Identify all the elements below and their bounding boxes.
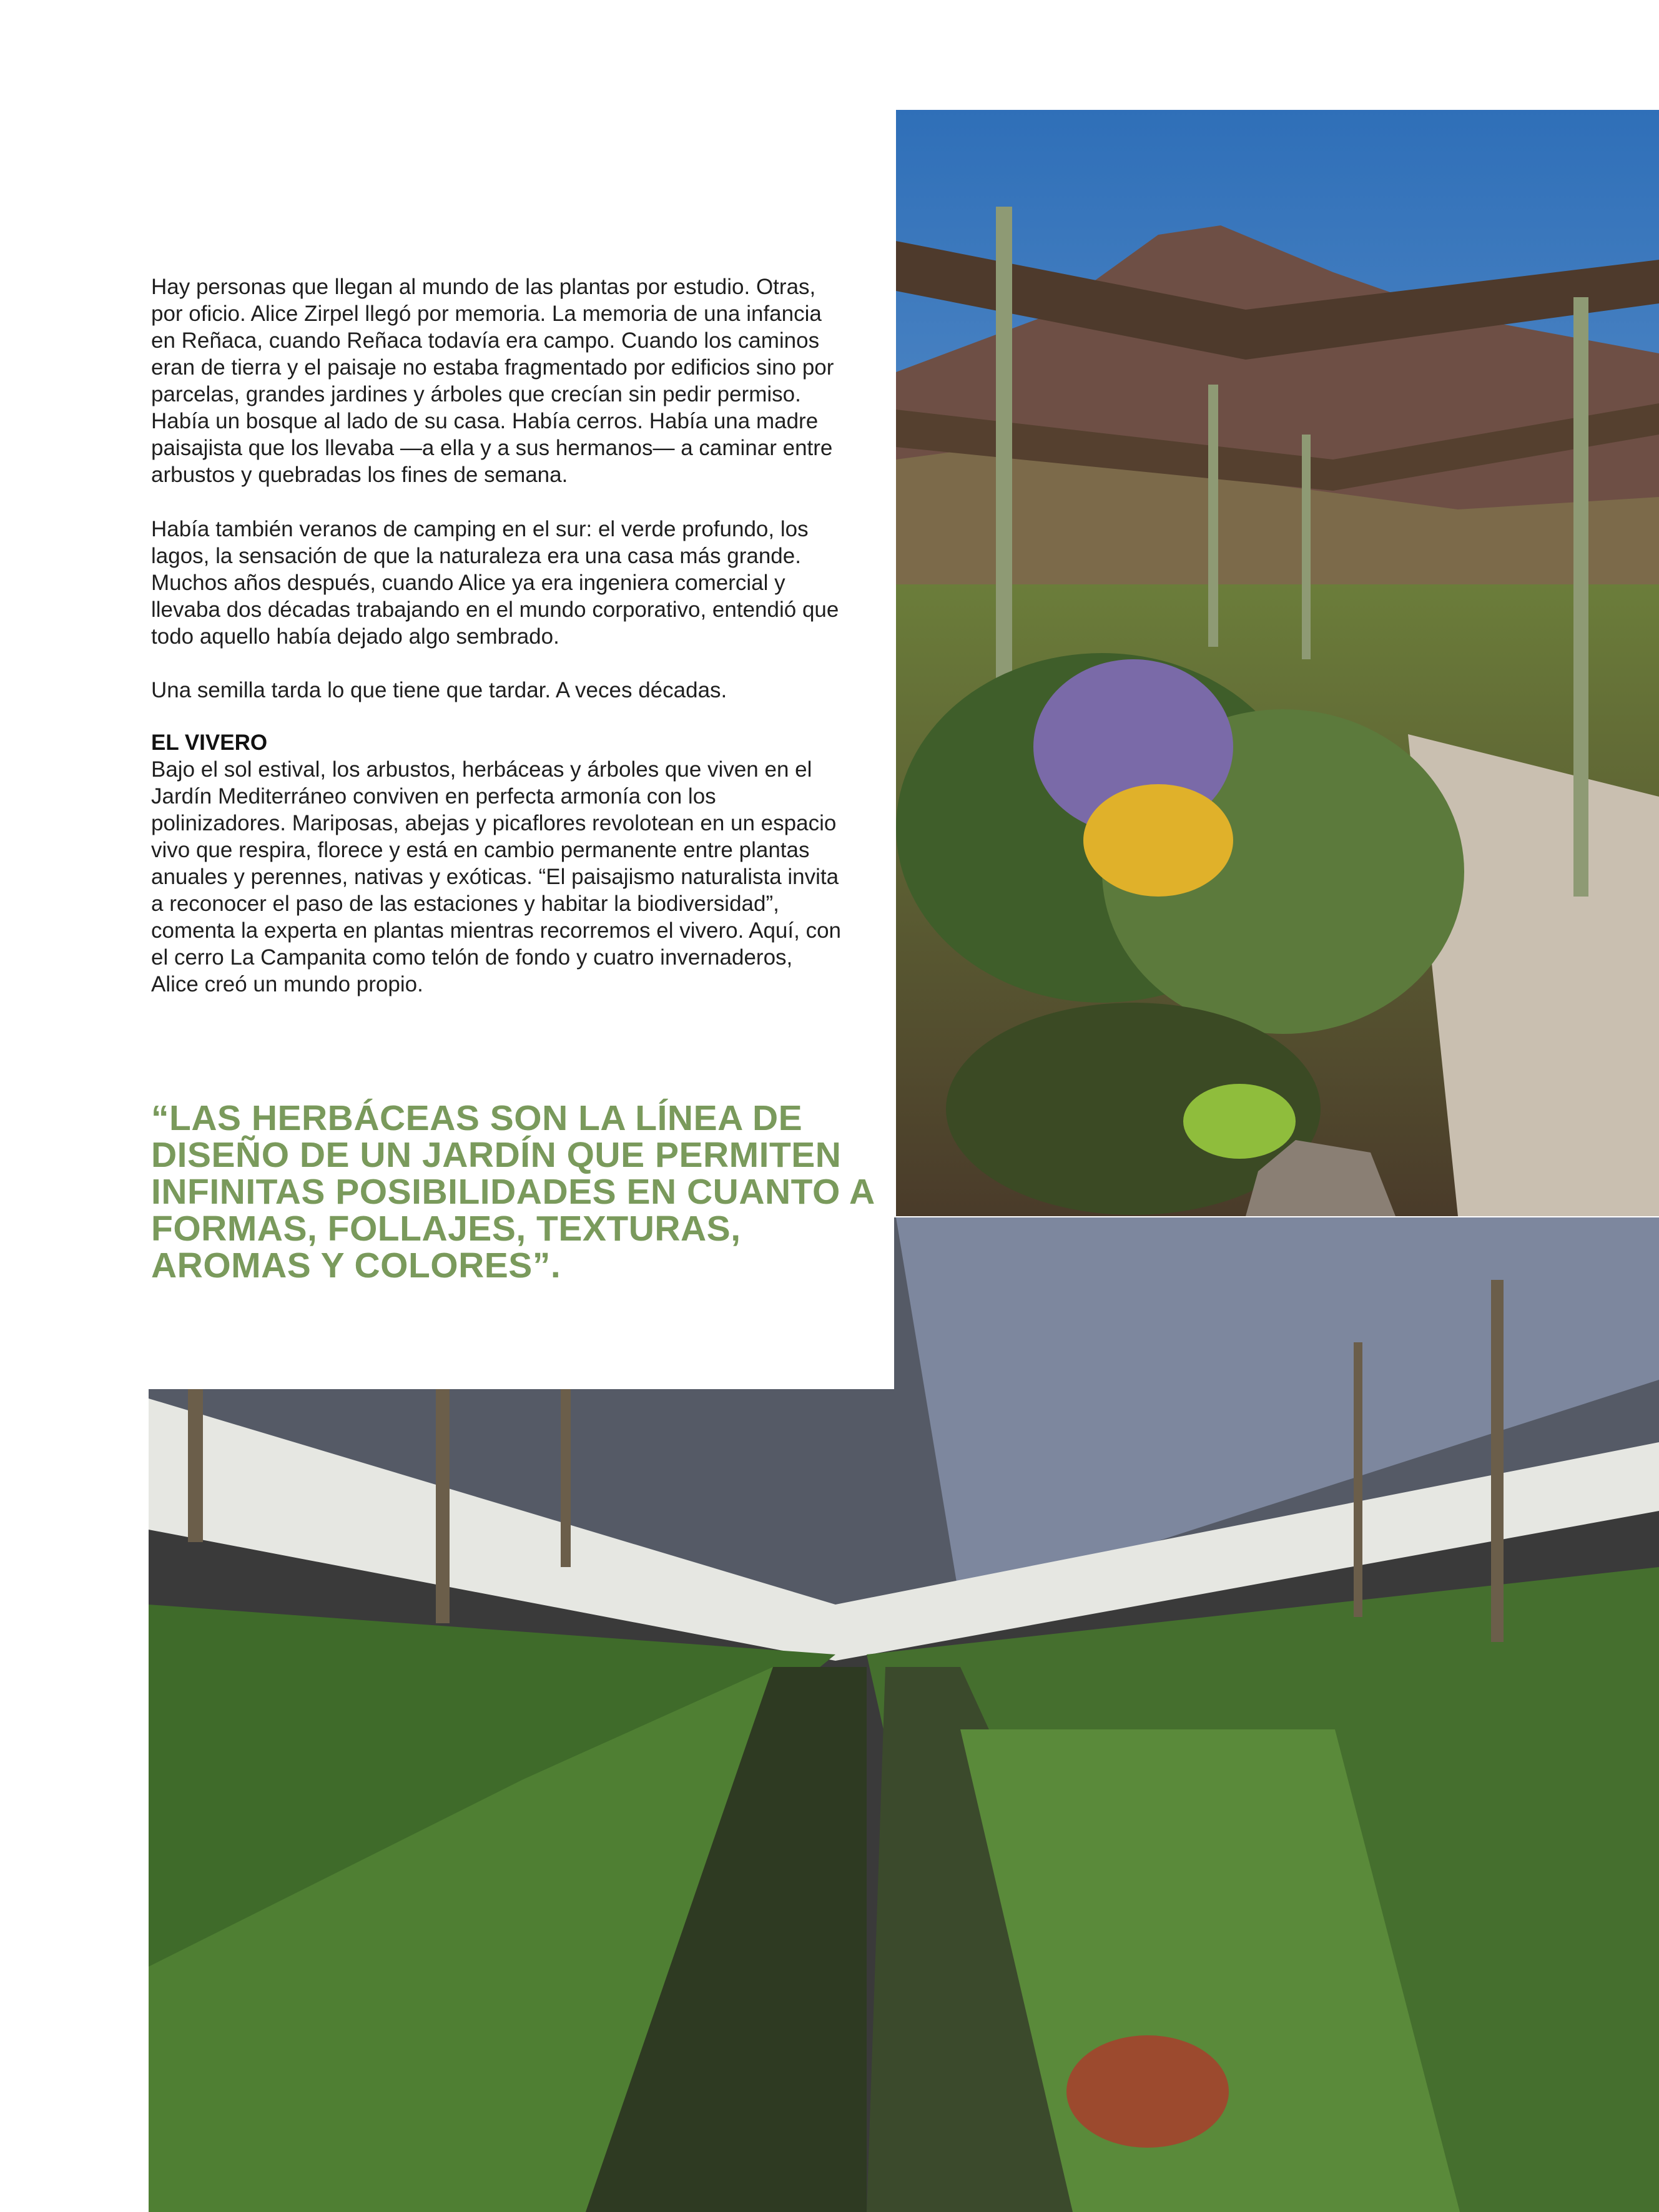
text-column [0,0,894,1389]
article-paragraph: Hay personas que llegan al mundo de las plantas por estudio. Otras, por oficio. Alice Zirpel llegó por memoria. La memoria de una infancia en Reñaca, cuando Reñaca todavía era campo. Cuando los caminos eran de tierra y el paisaje no estaba fragmentado por edificios sino por parcelas, grandes jardines y árboles que crecían sin pedir permiso. Había un bosque al lado de su casa. Había cerros. Había una madre paisajista que los llevaba —a ella y a sus hermanos— a caminar entre arbustos y quebradas los fines de semana. [151,275,834,487]
pull-quote: “LAS HERBÁCEAS SON LA LÍNEA DE DISEÑO DE UN JARDÍN QUE PERMITEN INFINITAS POSIBILIDADES EN CUANTO A FORMAS, FOLLAJES, TEXTURAS, AROMAS Y COLORES”. [151,1098,874,1285]
article-paragraph: Había también veranos de camping en el sur: el verde profundo, los lagos, la sensación de que la naturaleza era una casa más grande. Muchos años después, cuando Alice ya era ingeniera comercial y llevaba dos décadas trabajando en el mundo corporativo, entendió que todo aquello había dejado algo sembrado. [151,517,839,649]
garden-photo [896,110,1659,1216]
article-paragraph: Una semilla tarda lo que tiene que tardar. A veces décadas. [151,678,727,702]
section-paragraph: Bajo el sol estival, los arbustos, herbáceas y árboles que viven en el Jardín Mediterráneo conviven en perfecta armonía con los polinizadores. Mariposas, abejas y picaflores revolotean en un espacio vivo que respira, florece y está en cambio permanente entre plantas anuales y perennes, nativas y exóticas. “El paisajismo naturalista invita a reconocer el paso de las estaciones y habitar la biodiversidad”, comenta la experta en plantas mientras recorremos el vivero. Aquí, con el cerro La Campanita como telón de fondo y cuatro invernaderos, Alice creó un mundo propio. [151,757,841,996]
section-heading: EL VIVERO [151,730,268,755]
